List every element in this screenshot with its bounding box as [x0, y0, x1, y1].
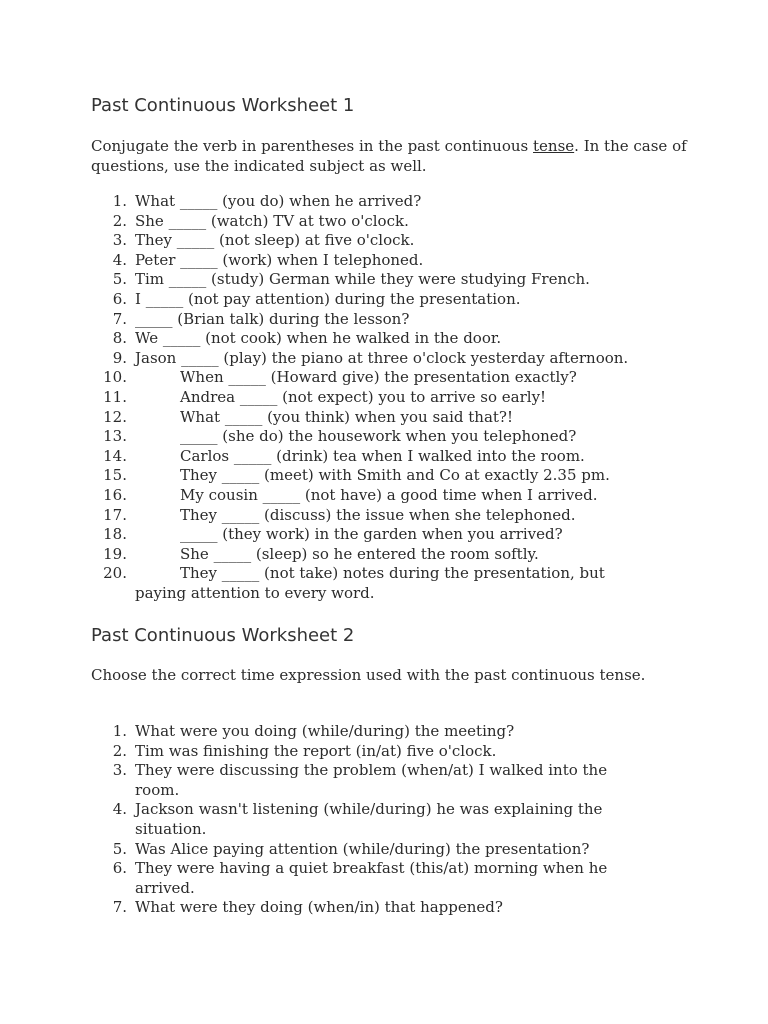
worksheet1-intro	[91, 136, 691, 176]
item-text: She _____ (watch) TV at two o'clock.	[135, 211, 409, 230]
item-text-continuation: paying attention to every word.	[135, 583, 375, 602]
list-item	[91, 466, 628, 486]
item-number: 3.	[112, 761, 127, 780]
item-number: 10.	[103, 368, 127, 387]
item-number: 15.	[103, 466, 127, 485]
item-number: 16.	[103, 485, 127, 504]
item-text: When _____ (Howard give) the presentation exactly?	[180, 368, 577, 387]
item-number: 6.	[112, 859, 127, 878]
item-text: She _____ (sleep) so he entered the room softly.	[180, 544, 539, 563]
list-item	[91, 506, 628, 526]
item-number: 7.	[112, 309, 127, 328]
item-number: 5.	[112, 270, 127, 289]
list-item	[91, 447, 628, 467]
list-item	[91, 212, 628, 232]
item-number: 20.	[103, 564, 127, 583]
item-number: 2.	[112, 741, 127, 760]
item-number: 3.	[112, 231, 127, 250]
item-number: 1.	[112, 192, 127, 210]
item-text: What _____ (you do) when he arrived?	[135, 192, 422, 210]
item-number: 4.	[112, 250, 127, 269]
item-number: 13.	[103, 427, 127, 446]
item-text: What _____ (you think) when you said that?!	[180, 407, 514, 426]
item-text: My cousin _____ (not have) a good time when I arrived.	[180, 485, 598, 504]
worksheet2-list	[91, 722, 607, 918]
list-item	[91, 525, 628, 545]
list-item	[91, 329, 628, 349]
list-item	[91, 192, 628, 212]
list-item	[91, 349, 628, 369]
list-item	[91, 840, 607, 860]
item-number: 1.	[112, 722, 127, 740]
item-text-continuation: arrived.	[135, 878, 195, 897]
item-number: 18.	[103, 525, 127, 544]
item-text: They _____ (not sleep) at five o'clock.	[135, 231, 415, 250]
worksheet1-intro-after: . In the case of questions, use the indicated subject as well.	[91, 137, 687, 175]
item-text: Peter _____ (work) when I telephoned.	[135, 250, 424, 269]
item-text: What were they doing (when/in) that happened?	[135, 898, 503, 917]
worksheet2-intro: Choose the correct time expression used with the past continuous tense.	[91, 666, 646, 684]
list-item	[91, 231, 628, 251]
list-item	[91, 800, 607, 839]
item-number: 12.	[103, 407, 127, 426]
item-text: They _____ (discuss) the issue when she telephoned.	[180, 505, 576, 524]
item-text: Jackson wasn't listening (while/during) he was explaining the	[135, 800, 603, 819]
item-text: They were discussing the problem (when/at) I walked into the	[135, 761, 608, 780]
item-text: Jason _____ (play) the piano at three o'clock yesterday afternoon.	[135, 348, 629, 367]
item-number: 5.	[112, 839, 127, 858]
item-number: 17.	[103, 505, 127, 524]
worksheet1-intro-before: Conjugate the verb in parentheses in the past continuous	[91, 137, 534, 155]
item-text: Tim _____ (study) German while they were studying French.	[135, 270, 590, 289]
item-text: Andrea _____ (not expect) you to arrive so early!	[180, 387, 547, 406]
item-number: 8.	[112, 329, 127, 348]
item-text: _____ (she do) the housework when you telephoned?	[180, 427, 577, 446]
item-number: 19.	[103, 544, 127, 563]
item-text: They _____ (meet) with Smith and Co at exactly 2.35 pm.	[180, 466, 610, 485]
item-text: They _____ (not take) notes during the presentation, but	[180, 564, 605, 583]
list-item	[91, 722, 607, 742]
item-number: 11.	[103, 387, 127, 406]
list-item	[91, 742, 607, 762]
item-text: They were having a quiet breakfast (this/at) morning when he	[135, 859, 608, 878]
item-text: We _____ (not cook) when he walked in the door.	[135, 329, 502, 348]
item-text: I _____ (not pay attention) during the presentation.	[135, 289, 521, 308]
item-text: _____ (Brian talk) during the lesson?	[135, 309, 410, 328]
item-number: 4.	[112, 800, 127, 819]
item-text: Was Alice paying attention (while/during) the presentation?	[135, 839, 590, 858]
list-item	[91, 251, 628, 271]
list-item	[91, 290, 628, 310]
item-number: 7.	[112, 898, 127, 917]
list-item	[91, 388, 628, 408]
item-number: 9.	[112, 348, 127, 367]
worksheet2-title: Past Continuous Worksheet 2	[91, 625, 355, 646]
list-item	[91, 545, 628, 565]
list-item	[91, 368, 628, 388]
list-item	[91, 427, 628, 447]
item-number: 2.	[112, 211, 127, 230]
item-text: _____ (they work) in the garden when you arrived?	[180, 525, 563, 544]
item-text: Carlos _____ (drink) tea when I walked into the room.	[180, 446, 585, 465]
list-item	[91, 270, 628, 290]
worksheet1-title: Past Continuous Worksheet 1	[91, 95, 355, 116]
item-number: 6.	[112, 289, 127, 308]
item-text: What were you doing (while/during) the meeting?	[135, 722, 515, 740]
item-text-continuation: situation.	[135, 819, 207, 838]
list-item	[91, 310, 628, 330]
worksheet1-list	[91, 192, 628, 603]
list-item	[91, 761, 607, 800]
list-item	[91, 898, 607, 918]
list-item	[91, 859, 607, 898]
item-number: 14.	[103, 446, 127, 465]
list-item	[91, 408, 628, 428]
list-item	[91, 486, 628, 506]
item-text-continuation: room.	[135, 780, 180, 799]
item-text: Tim was finishing the report (in/at) five o'clock.	[135, 741, 497, 760]
list-item	[91, 564, 628, 603]
tense-link[interactable]: tense	[533, 137, 575, 155]
